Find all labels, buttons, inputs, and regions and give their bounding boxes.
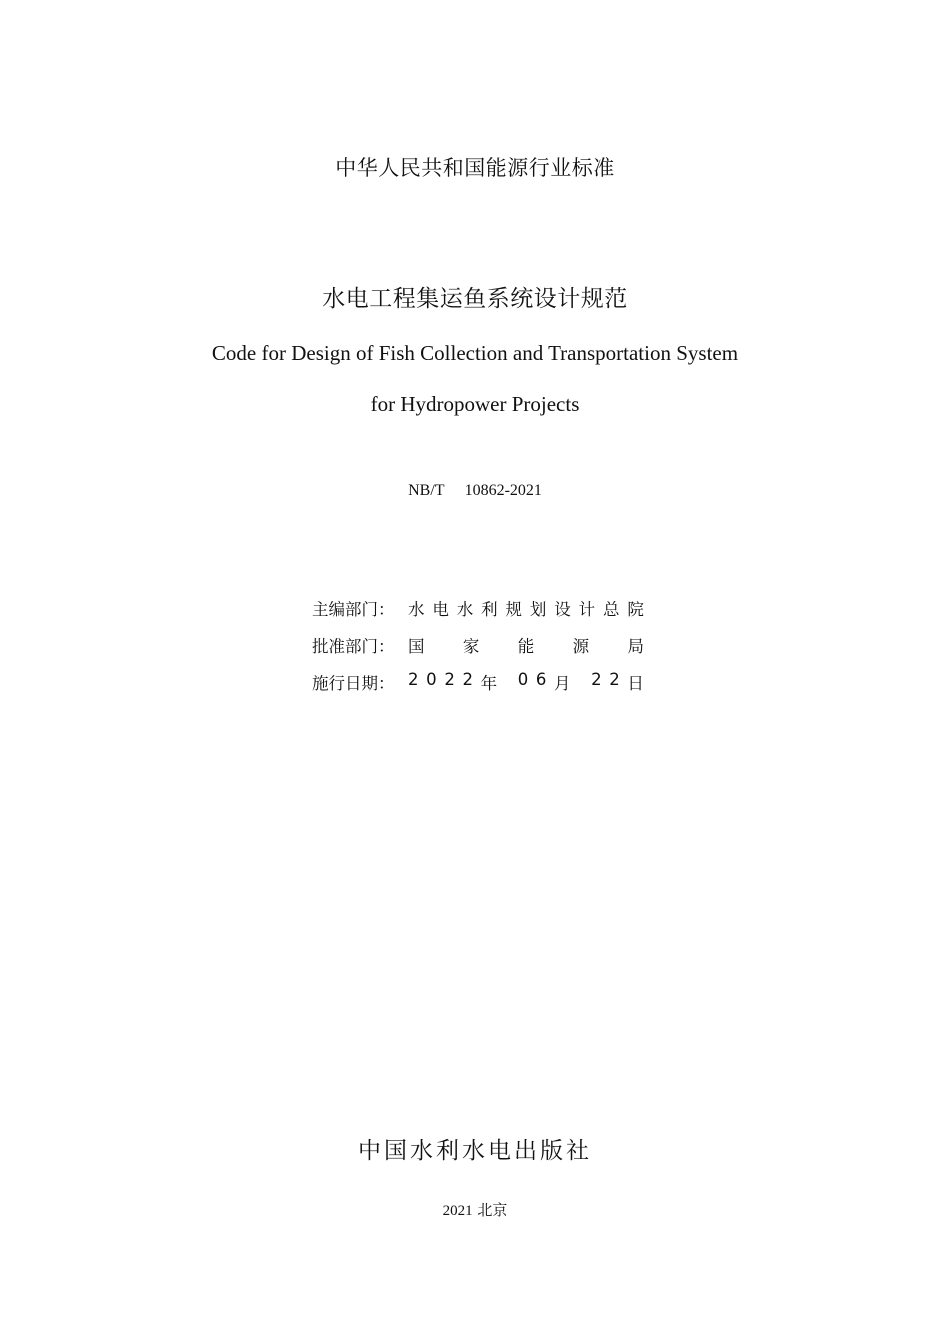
info-value-char: 设: [554, 600, 571, 619]
info-value-char: 计: [578, 600, 596, 619]
document-title-cn: 水电工程集运鱼系统设计规范: [322, 286, 628, 312]
info-row-approver: [312, 633, 644, 657]
standard-number-prefix: NB/T: [408, 482, 445, 499]
info-value-char: 0: [517, 670, 529, 689]
info-value-char: 2: [462, 670, 473, 689]
info-row-effective-date: [312, 670, 644, 694]
info-value-char: 国: [408, 637, 425, 656]
imprint: [0, 1199, 950, 1220]
info-value-char: 利: [481, 600, 498, 619]
info-label: 批准部门：: [312, 637, 395, 656]
info-value-char: 水: [456, 600, 474, 619]
standard-number-code: 10862-2021: [464, 482, 542, 499]
info-value-char: 2: [408, 670, 419, 689]
info-label: 施行日期：: [312, 674, 395, 693]
info-value-char: 源: [572, 637, 590, 656]
info-value-char: 能: [517, 637, 535, 656]
info-value-char: 划: [529, 600, 547, 619]
info-value-char: 水: [408, 600, 425, 619]
info-value-char: [505, 670, 510, 694]
info-value-char: [578, 670, 583, 694]
imprint-city: 北京: [477, 1201, 508, 1219]
info-value-char: 总: [603, 600, 620, 619]
info-value-char: 0: [426, 670, 437, 689]
info-label: 主编部门：: [312, 600, 395, 619]
info-row-editor: [312, 596, 644, 620]
info-value-char: 年: [480, 674, 498, 693]
info-value-char: 家: [462, 637, 480, 656]
info-value-char: 月: [554, 674, 571, 693]
info-value-effective-date: [408, 670, 644, 694]
info-value-char: 电: [432, 600, 449, 619]
info-value-char: 院: [627, 600, 644, 619]
info-value-editor: [408, 596, 644, 620]
publisher-name: 中国水利水电出版社: [358, 1138, 592, 1164]
info-value-char: 2: [444, 670, 455, 689]
document-title-en-line2: for Hydropower Projects: [370, 392, 580, 416]
standard-number: [0, 482, 950, 500]
imprint-year: 2021: [442, 1203, 473, 1219]
info-value-char: 2: [609, 670, 620, 689]
info-value-char: 规: [505, 600, 522, 619]
document-title-en-line1: Code for Design of Fish Collection and Transportation System: [211, 341, 739, 365]
info-value-char: 日: [627, 674, 644, 693]
info-value-char: 2: [591, 670, 602, 689]
info-value-char: 局: [627, 637, 644, 656]
info-block: [312, 596, 644, 696]
standard-type-heading: 中华人民共和国能源行业标准: [335, 156, 615, 180]
info-value-approver: [408, 633, 644, 657]
info-value-char: 6: [535, 670, 547, 689]
